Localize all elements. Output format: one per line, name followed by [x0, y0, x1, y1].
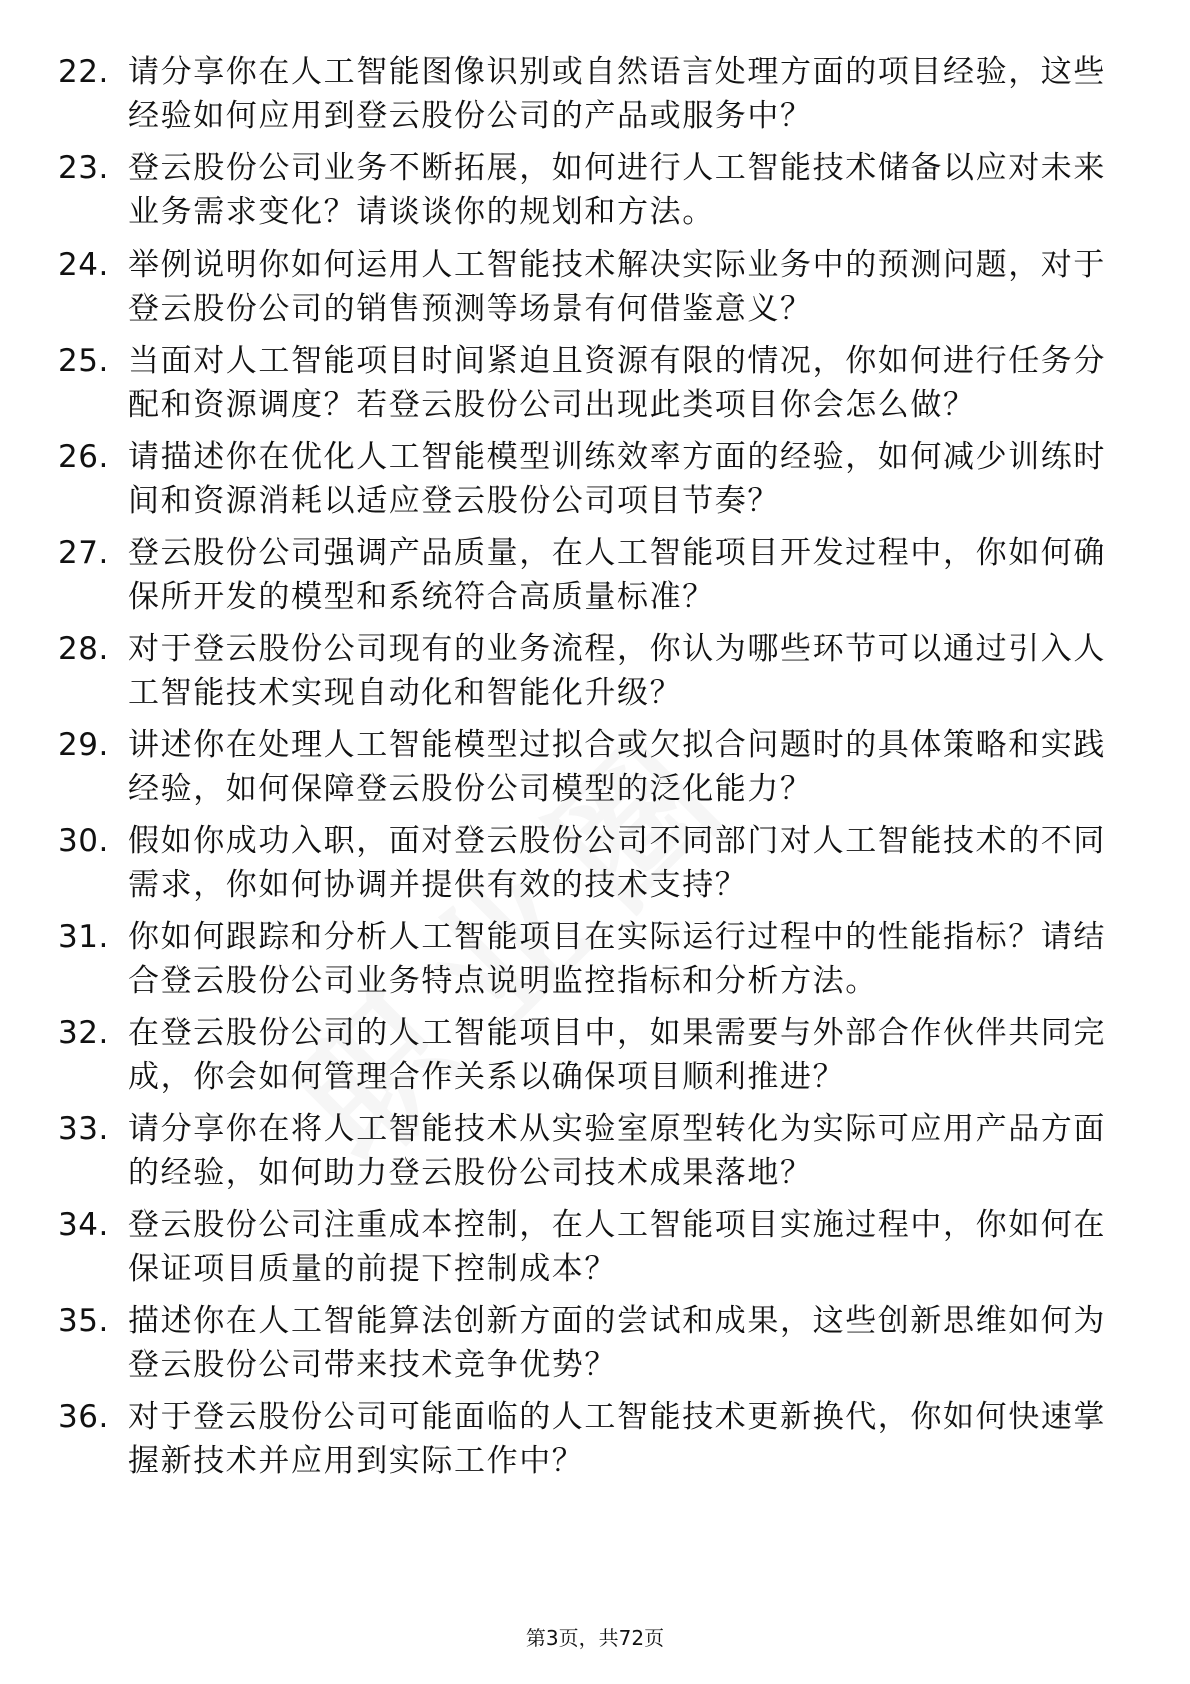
question-text: 当面对人工智能项目时间紧迫且资源有限的情况，你如何进行任务分配和资源调度？若登云股份公司出现此类项目你会怎么做？ — [128, 343, 1106, 423]
question-text: 请分享你在将人工智能技术从实验室原型转化为实际可应用产品方面的经验，如何助力登云股份公司技术成果落地？ — [128, 1111, 1106, 1191]
question-item — [0, 723, 1190, 823]
question-item — [0, 1299, 1190, 1399]
question-number: 27. — [58, 535, 109, 571]
question-text: 登云股份公司强调产品质量，在人工智能项目开发过程中，你如何确保所开发的模型和系统符合高质量标准？ — [128, 535, 1106, 615]
question-text: 描述你在人工智能算法创新方面的尝试和成果，这些创新思维如何为登云股份公司带来技术竞争优势？ — [128, 1303, 1106, 1383]
question-text: 讲述你在处理人工智能模型过拟合或欠拟合问题时的具体策略和实践经验，如何保障登云股份公司模型的泛化能力？ — [128, 727, 1106, 807]
question-item — [0, 1011, 1190, 1111]
question-number: 29. — [58, 727, 109, 763]
question-number: 23. — [58, 150, 109, 186]
question-number: 33. — [58, 1111, 109, 1147]
question-number: 24. — [58, 247, 109, 283]
question-item — [0, 1203, 1190, 1303]
question-item — [0, 627, 1190, 727]
question-number: 35. — [58, 1303, 109, 1339]
page-number: 第3页，共72页 — [525, 1626, 665, 1650]
question-text: 对于登云股份公司可能面临的人工智能技术更新换代，你如何快速掌握新技术并应用到实际工作中？ — [128, 1399, 1106, 1479]
question-item — [0, 243, 1190, 343]
question-text: 你如何跟踪和分析人工智能项目在实际运行过程中的性能指标？请结合登云股份公司业务特点说明监控指标和分析方法。 — [128, 919, 1106, 999]
question-item — [0, 531, 1190, 631]
question-item — [0, 435, 1190, 535]
question-text: 请分享你在人工智能图像识别或自然语言处理方面的项目经验，这些经验如何应用到登云股份公司的产品或服务中？ — [128, 54, 1106, 134]
question-item — [0, 50, 1190, 150]
question-item — [0, 915, 1190, 1015]
question-item — [0, 146, 1190, 246]
question-number: 36. — [58, 1399, 109, 1435]
question-number: 26. — [58, 439, 109, 475]
question-number: 30. — [58, 823, 109, 859]
question-text: 假如你成功入职，面对登云股份公司不同部门对人工智能技术的不同需求，你如何协调并提供有效的技术支持？ — [128, 823, 1106, 903]
question-text: 登云股份公司注重成本控制，在人工智能项目实施过程中，你如何在保证项目质量的前提下控制成本？ — [128, 1207, 1106, 1287]
question-number: 32. — [58, 1015, 109, 1051]
question-text: 在登云股份公司的人工智能项目中，如果需要与外部合作伙伴共同完成，你会如何管理合作关系以确保项目顺利推进？ — [128, 1015, 1106, 1095]
question-text: 请描述你在优化人工智能模型训练效率方面的经验，如何减少训练时间和资源消耗以适应登云股份公司项目节奏？ — [128, 439, 1106, 519]
question-item — [0, 339, 1190, 439]
question-number: 31. — [58, 919, 109, 955]
question-item — [0, 819, 1190, 919]
question-item — [0, 1107, 1190, 1207]
question-text: 对于登云股份公司现有的业务流程，你认为哪些环节可以通过引入人工智能技术实现自动化和智能化升级？ — [128, 631, 1106, 711]
question-text: 举例说明你如何运用人工智能技术解决实际业务中的预测问题，对于登云股份公司的销售预测等场景有何借鉴意义？ — [128, 247, 1106, 327]
question-text: 登云股份公司业务不断拓展，如何进行人工智能技术储备以应对未来业务需求变化？请谈谈你的规划和方法。 — [128, 150, 1106, 230]
question-number: 28. — [58, 631, 109, 667]
question-item — [0, 1395, 1190, 1495]
question-number: 25. — [58, 343, 109, 379]
question-number: 22. — [58, 54, 109, 90]
question-number: 34. — [58, 1207, 109, 1243]
